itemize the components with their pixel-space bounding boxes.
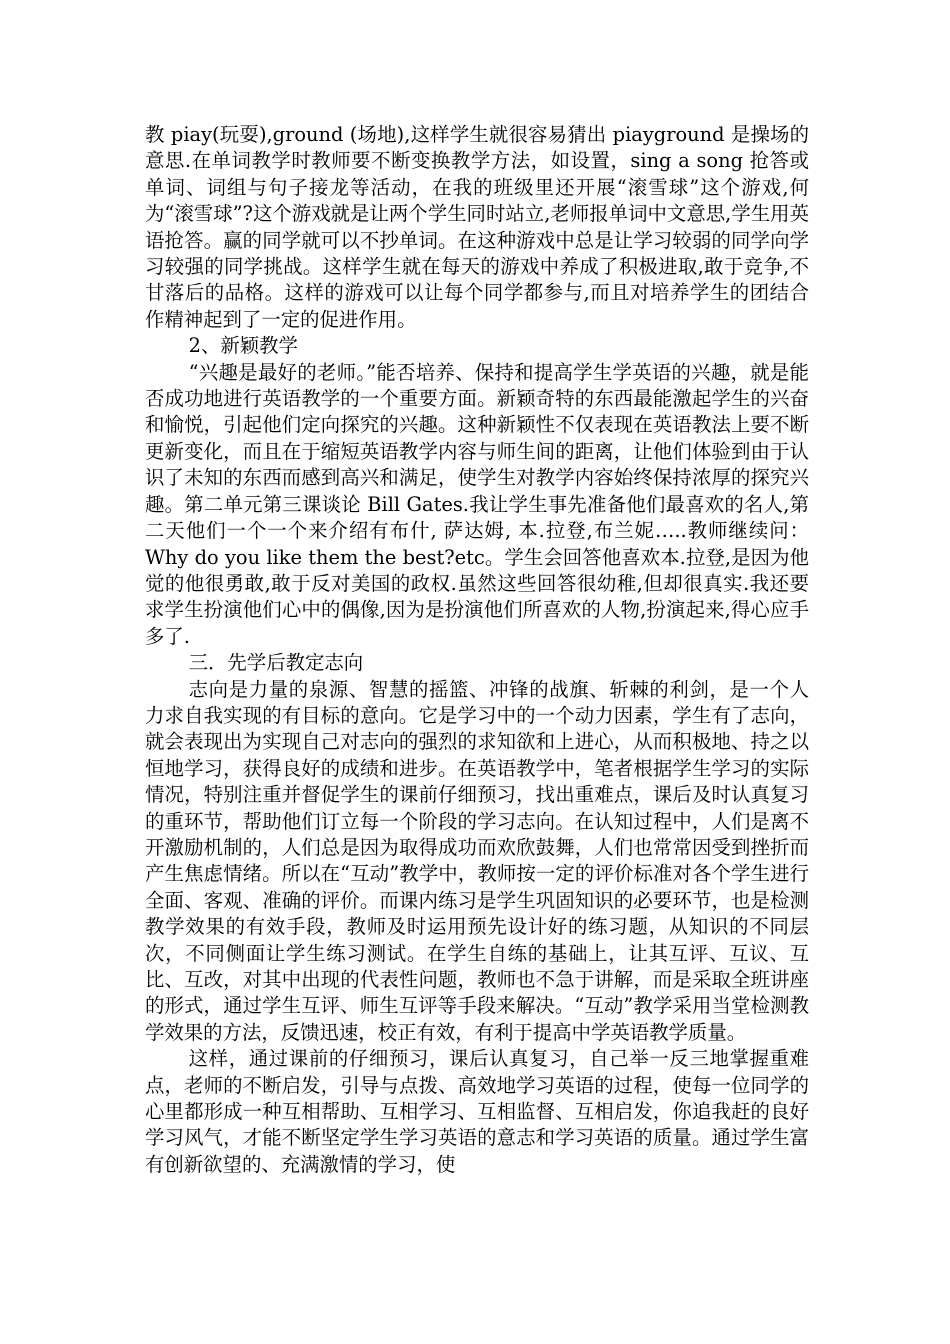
document-page xyxy=(145,122,809,1178)
paragraph-conclusion: 这样，通过课前的仔细预习，课后认真复习，自己举一反三地掌握重难点，老师的不断启发，引导与点拨、高效地学习英语的过程，使每一位同学的心里都形成一种互相帮助、互相学习、互相监督、互相启发，你追我赶的良好学习风气，才能不断坚定学生学习英语的意志和学习英语的质量。通过学生富有创新欲望的、充满激情的学习，使 xyxy=(145,1047,809,1176)
section-heading-aspiration: 三．先学后教定志向 xyxy=(188,651,364,675)
section-heading-novel-teaching: 2、新颖教学 xyxy=(188,334,298,358)
paragraph-aspiration: 志向是力量的泉源、智慧的摇篮、冲锋的战旗、斩棘的利剑，是一个人力求自我实现的有目标的意向。它是学习中的一个动力因素，学生有了志向，就会表现出为实现自己对志向的强烈的求知欲和上进心，从而积极地、持之以恒地学习，获得良好的成绩和进步。在英语教学中，笔者根据学生学习的实际情况，特别注重并督促学生的课前仔细预习，找出重难点，课后及时认真复习的重环节，帮助他们订立每一个阶段的学习志向。在认知过程中，人们是离不开激励机制的，人们总是因为取得成功而欢欣鼓舞，人们也常常因受到挫折而产生焦虑情绪。所以在“互动”教学中，教师按一定的评价标准对各个学生进行全面、客观、准确的评价。而课内练习是学生巩固知识的必要环节，也是检测教学效果的有效手段，教师及时运用预先设计好的练习题，从知识的不同层次，不同侧面让学生练习测试。在学生自练的基础上，让其互评、互议、互比、互改，对其中出现的代表性问题，教师也不急于讲解，而是采取全班讲座的形式，通过学生互评、师生互评等手段来解决。“互动”教学采用当堂检测教学效果的方法，反馈迅速，校正有效，有利于提高中学英语教学质量。 xyxy=(145,677,809,1044)
paragraph-interest: “兴趣是最好的老师。”能否培养、保持和提高学生学英语的兴趣，就是能否成功地进行英语教学的一个重要方面。新颖奇特的东西最能激起学生的兴奋和愉悦，引起他们定向探究的兴趣。这种新颖性不仅表现在英语教法上要不断更新变化，而且在于缩短英语教学内容与师生间的距离，让他们体验到由于认识了未知的东西而感到高兴和满足，使学生对教学内容始终保持浓厚的探究兴趣。第二单元第三课谈论 Bill Gates.我让学生事先准备他们最喜欢的名人,第二天他们一个一个来介绍有布什, 萨达姆, 本.拉登,布兰妮…..教师继续问：Why do you like them the best?etc。学生会回答他喜欢本.拉登,是因为他觉的他很勇敢,敢于反对美国的政权.虽然这些回答很幼稚,但却很真实.我还要求学生扮演他们心中的偶像,因为是扮演他们所喜欢的人物,扮演起来,得心应手多了. xyxy=(145,360,809,648)
paragraph-games: 教 piay(玩耍),ground (场地),这样学生就很容易猜出 piayground 是操场的意思.在单词教学时教师要不断变换教学方法，如设置，sing a song 抢答或单词、词组与句子接龙等活动，在我的班级里还开展“滚雪球”这个游戏,何为“滚雪球”?这个游戏就是让两个学生同时站立,老师报单词中文意思,学生用英语抢答。赢的同学就可以不抄单词。在这种游戏中总是让学习较弱的同学向学习较强的同学挑战。这样学生就在每天的游戏中养成了积极进取,敢于竞争,不甘落后的品格。这样的游戏可以让每个同学都参与,而且对培养学生的团结合作精神起到了一定的促进作用。 xyxy=(145,123,809,331)
